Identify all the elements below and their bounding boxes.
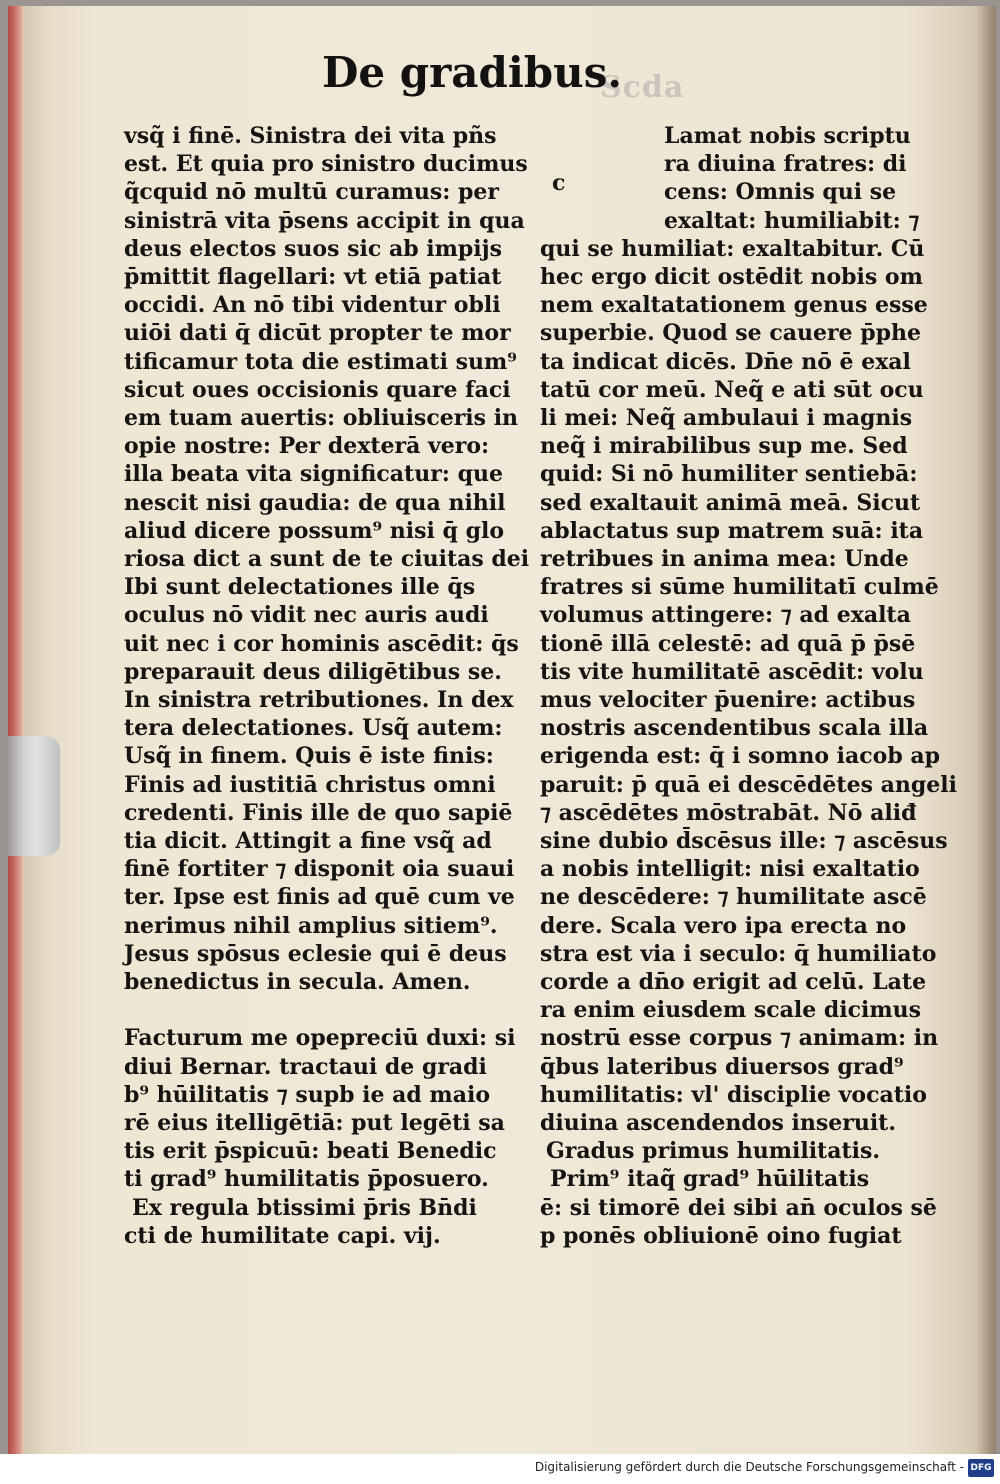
text-line: uit nec i cor hominis ascēdit: q̄s	[124, 630, 519, 657]
dfg-logo: DFG	[968, 1459, 994, 1477]
text-line: a nobis intelligit: nisi exaltatio	[540, 856, 920, 883]
text-line: ⁊ ascēdētes mōstrabāt. Nō aliđ	[540, 799, 917, 826]
text-line: ra diuina fratres: di	[664, 151, 907, 178]
footer-credit: Digitalisierung gefördert durch die Deutsche Forschungsgemeinschaft -	[534, 1460, 964, 1474]
page-title: De gradibus.	[322, 48, 622, 97]
text-line: ter. Ipse est finis ad quē cum ve	[124, 884, 515, 911]
text-line: p ponēs obliuionē oino fugiat	[540, 1222, 902, 1249]
text-line: Finis ad iustitiā christus omni	[124, 771, 496, 798]
text-line: paruit: p̄ quā ei descēdētes angeli	[540, 771, 957, 798]
text-line: retribues in anima mea: Unde	[540, 546, 909, 572]
text-line: erigenda est: q̄ i somno iacob ap	[540, 743, 941, 770]
text-line: In sinistra retributiones. In dex	[124, 687, 514, 713]
text-line: Jesus spōsus eclesie qui ē deus	[124, 940, 507, 967]
text-line: tis erit p̄spicuū: beati Benedic	[124, 1138, 497, 1165]
text-line: volumus attingere: ⁊ ad exalta	[540, 602, 911, 629]
text-line: em tuam auertis: obliuisceris in	[124, 405, 519, 431]
text-line: aliud dicere possum⁹ nisi q̄ glo	[124, 517, 504, 544]
text-line: vsq̃ i finē. Sinistra dei vita pñs	[124, 123, 497, 149]
text-line: tia dicit. Attingit a fine vsq̃ ad	[124, 828, 492, 854]
text-line: corde a dn̄o erigit ad celū. Late	[540, 969, 927, 995]
text-line: credenti. Finis ille de quo sapiē	[124, 799, 513, 826]
text-line: nerimus nihil amplius sitiem⁹.	[124, 912, 498, 939]
text-line: tis vite humilitatē ascēdit: volu	[540, 658, 924, 685]
text-line: ē: si timorē dei sibi an̄ oculos sē	[540, 1194, 937, 1221]
red-page-edge	[8, 6, 24, 1454]
gutter-shadow	[976, 6, 996, 1454]
text-line: humilitatis: vl' disciplie vocatio	[540, 1081, 927, 1108]
text-line: nescit nisi gaudia: de qua nihil	[124, 489, 506, 516]
text-line: nostrū esse corpus ⁊ animam: in	[540, 1025, 939, 1052]
text-line: exaltat: humiliabit: ⁊	[664, 207, 920, 234]
text-line: sed exaltauit animā meā. Sicut	[540, 489, 921, 516]
left-column	[124, 118, 530, 1278]
text-line: cti de humilitate capi. vij.	[124, 1222, 441, 1249]
page-clip	[8, 736, 60, 856]
text-line: quid: Si nō humiliter sentiebā:	[540, 461, 918, 488]
text-line: stra est via i seculo: q̄ humiliato	[540, 940, 937, 967]
text-line: finē fortiter ⁊ disponit oia suaui	[124, 856, 515, 883]
text-line: tatū cor meū. Neq̃ e ati sūt ocu	[540, 376, 924, 403]
text-line: illa beata vita significatur: que	[124, 461, 503, 488]
text-line: p̄mittit flagellari: vt etiā patiat	[124, 264, 502, 290]
bleed-through-heading: Scda	[600, 70, 685, 105]
text-line: superbie. Quod se cauere p̄phe	[540, 320, 921, 347]
text-line: fratres si sūme humilitatī culmē	[540, 574, 939, 601]
text-line: Gradus primus humilitatis.	[546, 1138, 881, 1165]
text-line: opie nostre: Per dexterā vero:	[124, 433, 490, 460]
text-line: dere. Scala vero ipa erecta no	[540, 912, 907, 939]
text-line: benedictus in secula. Amen.	[124, 969, 471, 995]
text-line: Ibi sunt delectationes ille q̄s	[124, 574, 476, 601]
text-line: Usq̃ in finem. Quis ē iste finis:	[124, 743, 494, 770]
text-line: neq̃ i mirabilibus sup me. Sed	[540, 433, 908, 460]
text-line: ra enim eiusdem scale dicimus	[540, 997, 922, 1024]
right-column	[540, 118, 957, 1278]
text-line: rē eius itelligētiā: put legēti sa	[124, 1110, 505, 1136]
footer-bar	[0, 1454, 1000, 1484]
text-line: ablactatus sup matrem suā: ita	[540, 517, 924, 544]
text-line: Ex regula btissimi p̄ris Bn̄di	[132, 1194, 477, 1221]
text-line: tionē illā celestē: ad quā p̄ p̄sē	[540, 630, 916, 657]
text-line: deus electos suos sic ab impijs	[124, 235, 502, 262]
text-line: Lamat nobis scriptu	[664, 123, 911, 149]
text-line: est. Et quia pro sinistro ducimus	[124, 151, 528, 178]
text-line: tificamur tota die estimati sum⁹	[124, 348, 517, 375]
text-line: diuina ascendendos inseruit.	[540, 1110, 897, 1136]
text-line: Facturum me opepreciū duxi: si	[124, 1025, 516, 1052]
text-line: ne descēdere: ⁊ humilitate ascē	[540, 884, 927, 911]
text-line: riosa dict a sunt de te ciuitas dei	[124, 546, 530, 572]
text-line: Prim⁹ itaq̃ grad⁹ hūilitatis	[550, 1166, 870, 1193]
text-line: sine dubio d̄scēsus ille: ⁊ ascēsus	[540, 828, 948, 854]
text-line: sicut oues occisionis quare faci	[124, 376, 511, 403]
text-line: b⁹ hūilitatis ⁊ supb ie ad maio	[124, 1081, 490, 1108]
marginal-initial: c	[552, 170, 566, 196]
text-line: mus velociter p̄uenire: actibus	[540, 687, 916, 713]
text-line: ta indicat dicēs. Dn̄e nō ē exal	[540, 348, 911, 375]
text-line: li mei: Neq̃ ambulaui i magnis	[540, 405, 913, 431]
text-line: hec ergo dicit ostēdit nobis om	[540, 264, 923, 290]
text-line: nem exaltatationem genus esse	[540, 292, 928, 319]
text-line: oculus nō vidit nec auris audi	[124, 602, 489, 629]
text-line: sinistrā vita p̄sens accipit in qua	[124, 207, 525, 234]
text-line: occidi. An nō tibi videntur obli	[124, 292, 501, 319]
text-line: preparauit deus diligētibus se.	[124, 658, 502, 685]
text-line: q̄bus lateribus diuersos grad⁹	[540, 1053, 904, 1080]
text-line: ti grad⁹ humilitatis p̄posuero.	[124, 1166, 489, 1193]
text-line: cens: Omnis qui se	[664, 179, 897, 206]
text-line: uiōi dati q̄ dicūt propter te mor	[124, 320, 511, 347]
text-line: nostris ascendentibus scala illa	[540, 715, 929, 742]
text-line: qui se humiliat: exaltabitur. Cū	[540, 235, 925, 262]
text-line: tera delectationes. Usq̃ autem:	[124, 715, 503, 742]
text-line: diui Bernar. tractaui de gradi	[124, 1053, 487, 1080]
text-line: q̃cquid nō multū curamus: per	[124, 179, 499, 206]
